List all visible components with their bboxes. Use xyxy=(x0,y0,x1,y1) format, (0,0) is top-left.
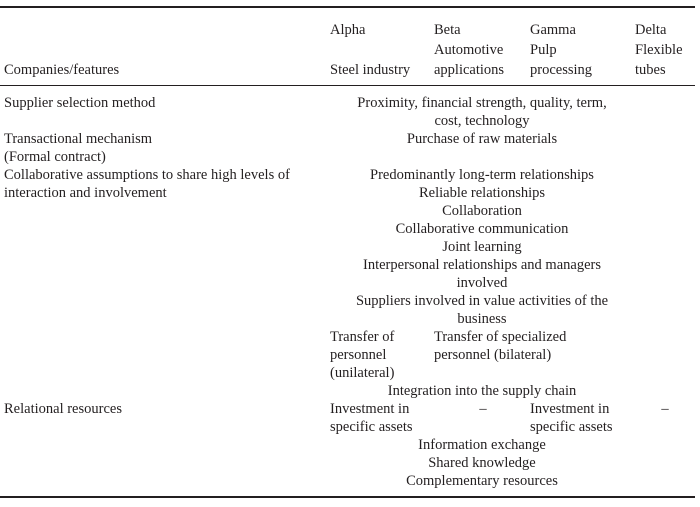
header-gamma-line2: Pulp xyxy=(530,42,557,58)
row-label-transactional-line2: (Formal contract) xyxy=(4,149,106,165)
row-label-relational: Relational resources xyxy=(4,401,122,417)
collaborative-value-1: Predominantly long-term relationships xyxy=(370,167,594,183)
relational-shared-3: Complementary resources xyxy=(406,473,558,489)
header-delta-line3: tubes xyxy=(635,62,666,78)
transfer-beta-line2: personnel (bilateral) xyxy=(434,347,552,363)
relational-shared-1: Information exchange xyxy=(418,437,546,453)
collaborative-value-4: Collaborative communication xyxy=(395,221,569,237)
row-label-collaborative-line2: interaction and involvement xyxy=(4,185,167,201)
header-beta-line1: Beta xyxy=(434,22,461,38)
transfer-alpha-line1: Transfer of xyxy=(330,329,395,345)
header-delta-line1: Delta xyxy=(635,22,667,38)
collaborative-value-3: Collaboration xyxy=(442,203,522,219)
supplier-selection-value-line2: cost, technology xyxy=(434,113,530,129)
header-rule xyxy=(0,85,695,86)
header-alpha-line1: Alpha xyxy=(330,22,366,38)
transfer-alpha-line3: (unilateral) xyxy=(330,365,395,381)
header-gamma-line3: processing xyxy=(530,62,593,78)
collaborative-value-5: Joint learning xyxy=(442,239,522,255)
transactional-value: Purchase of raw materials xyxy=(406,131,558,147)
relational-beta-dash: – xyxy=(479,401,487,417)
relational-alpha-line1: Investment in xyxy=(330,401,410,417)
relational-alpha-line2: specific assets xyxy=(330,419,413,435)
collaborative-value-2: Reliable relationships xyxy=(418,185,546,201)
integration-value: Integration into the supply chain xyxy=(387,383,577,399)
header-delta-line2: Flexible xyxy=(635,42,683,58)
row-label-transactional-line1: Transactional mechanism xyxy=(4,131,153,147)
bottom-rule xyxy=(0,496,695,498)
collaborative-value-6: Interpersonal relationships and managers xyxy=(363,257,601,273)
transfer-beta-line1: Transfer of specialized xyxy=(434,329,567,345)
relational-delta-dash: – xyxy=(661,401,669,417)
transfer-alpha-line2: personnel xyxy=(330,347,387,363)
collaborative-value-7: involved xyxy=(456,275,508,291)
supplier-selection-value-line1: Proximity, financial strength, quality, term, xyxy=(357,95,607,111)
header-beta-line2: Automotive xyxy=(434,42,504,58)
collaborative-value-9: business xyxy=(457,311,507,327)
header-beta-line3: applications xyxy=(434,62,505,78)
top-rule xyxy=(0,6,695,8)
row-label-supplier-selection: Supplier selection method xyxy=(4,95,156,111)
relational-gamma-line1: Investment in xyxy=(530,401,610,417)
header-row-label: Companies/features xyxy=(4,62,120,78)
header-alpha-line3: Steel industry xyxy=(330,62,411,78)
row-label-collaborative-line1: Collaborative assumptions to share high levels of xyxy=(4,167,290,183)
relational-shared-2: Shared knowledge xyxy=(428,455,536,471)
relational-gamma-line2: specific assets xyxy=(530,419,613,435)
header-gamma-line1: Gamma xyxy=(530,22,576,38)
collaborative-value-8: Suppliers involved in value activities of the xyxy=(355,293,609,309)
